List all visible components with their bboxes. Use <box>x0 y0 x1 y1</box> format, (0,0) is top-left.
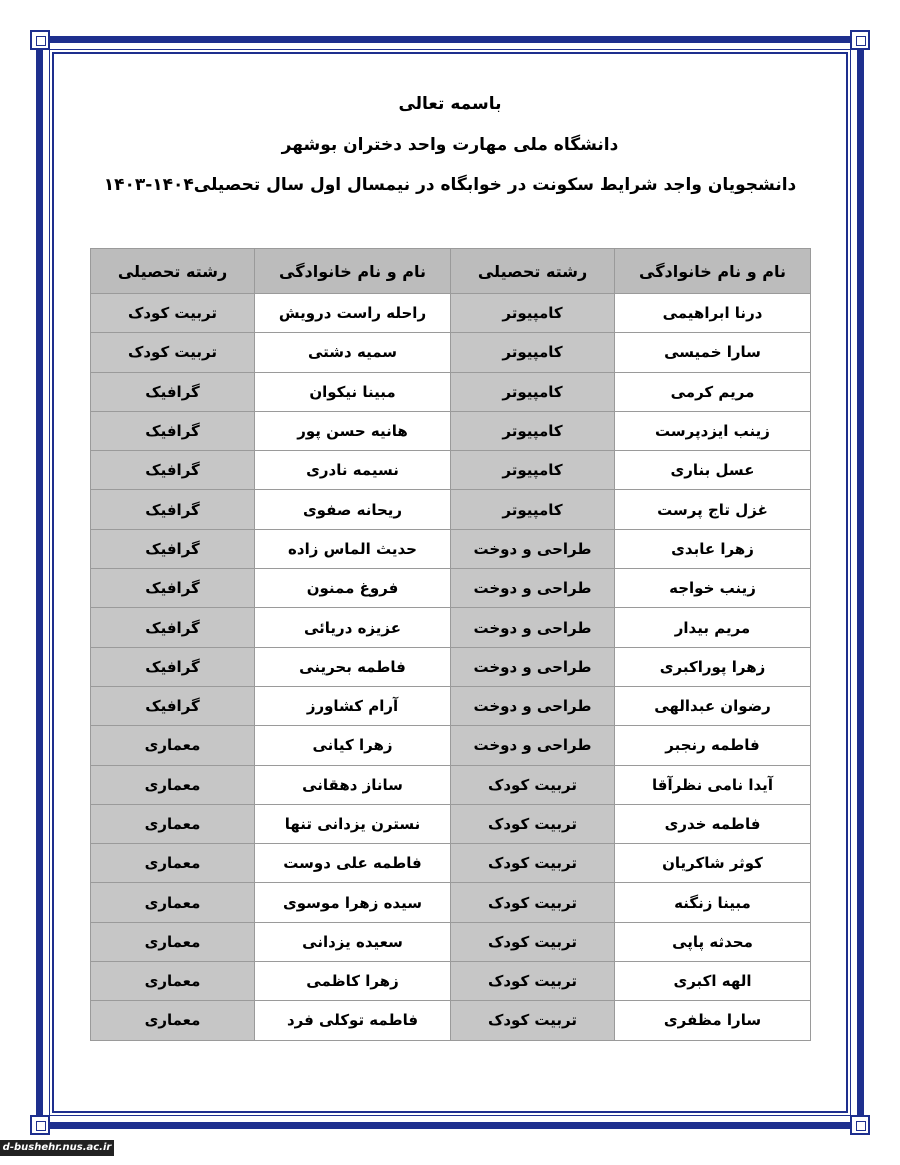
field-of-study-cell: گرافیک <box>91 372 255 411</box>
field-of-study-cell: گرافیک <box>91 569 255 608</box>
student-name-cell: عزیزه دریائی <box>255 608 451 647</box>
student-name-cell: زینب ایزدپرست <box>615 411 811 450</box>
field-of-study-cell: معماری <box>91 1001 255 1040</box>
student-name-cell: الهه اکبری <box>615 962 811 1001</box>
student-name-cell: نسترن یزدانی تنها <box>255 804 451 843</box>
border-corner-ornament <box>30 1115 50 1135</box>
student-name-cell: آرام کشاورز <box>255 686 451 725</box>
field-of-study-cell: کامپیوتر <box>451 333 615 372</box>
student-name-cell: سمیه دشتی <box>255 333 451 372</box>
student-name-cell: ساناز دهقانی <box>255 765 451 804</box>
field-of-study-cell: معماری <box>91 844 255 883</box>
university-title: دانشگاه ملی مهارت واحد دختران بوشهر <box>281 135 619 155</box>
field-of-study-cell: کامپیوتر <box>451 451 615 490</box>
field-of-study-cell: کامپیوتر <box>451 411 615 450</box>
table-row <box>91 411 811 450</box>
student-name-cell: فاطمه رنجبر <box>615 726 811 765</box>
table-row <box>91 490 811 529</box>
field-of-study-cell: طراحی و دوخت <box>451 608 615 647</box>
field-of-study-cell: طراحی و دوخت <box>451 569 615 608</box>
table-row <box>91 529 811 568</box>
table-row <box>91 1001 811 1040</box>
table-row <box>91 962 811 1001</box>
student-name-cell: فاطمه بحرینی <box>255 647 451 686</box>
table-row <box>91 883 811 922</box>
field-of-study-cell: طراحی و دوخت <box>451 726 615 765</box>
table-row <box>91 844 811 883</box>
field-of-study-cell: گرافیک <box>91 608 255 647</box>
field-of-study-cell: معماری <box>91 883 255 922</box>
table-row <box>91 804 811 843</box>
table-row <box>91 451 811 490</box>
column-header-major: رشته تحصیلی <box>91 249 255 294</box>
invocation-heading: باسمه تعالی <box>398 94 502 114</box>
field-of-study-cell: معماری <box>91 922 255 961</box>
field-of-study-cell: طراحی و دوخت <box>451 647 615 686</box>
field-of-study-cell: کامپیوتر <box>451 490 615 529</box>
field-of-study-cell: گرافیک <box>91 490 255 529</box>
student-name-cell: زینب خواجه <box>615 569 811 608</box>
field-of-study-cell: تربیت کودک <box>451 962 615 1001</box>
table-header-row <box>91 249 811 294</box>
student-name-cell: مریم بیدار <box>615 608 811 647</box>
column-header-name: نام و نام خانوادگی <box>615 249 811 294</box>
table-row <box>91 372 811 411</box>
student-name-cell: حدیث الماس زاده <box>255 529 451 568</box>
student-name-cell: سارا خمیسی <box>615 333 811 372</box>
field-of-study-cell: کامپیوتر <box>451 294 615 333</box>
field-of-study-cell: تربیت کودک <box>451 844 615 883</box>
field-of-study-cell: معماری <box>91 804 255 843</box>
border-corner-ornament <box>30 30 50 50</box>
student-name-cell: فاطمه خدری <box>615 804 811 843</box>
student-name-cell: زهرا پوراکبری <box>615 647 811 686</box>
student-name-cell: زهرا کاظمی <box>255 962 451 1001</box>
table-row <box>91 294 811 333</box>
table-row <box>91 608 811 647</box>
table-row <box>91 765 811 804</box>
field-of-study-cell: کامپیوتر <box>451 372 615 411</box>
document-title: دانشجویان واجد شرایط سکونت در خوابگاه در نیمسال اول سال تحصیلی۱۴۰۴-۱۴۰۳ <box>103 175 797 195</box>
table-row <box>91 686 811 725</box>
student-name-cell: رضوان عبدالهی <box>615 686 811 725</box>
field-of-study-cell: تربیت کودک <box>451 922 615 961</box>
field-of-study-cell: معماری <box>91 765 255 804</box>
field-of-study-cell: طراحی و دوخت <box>451 686 615 725</box>
student-name-cell: زهرا کیانی <box>255 726 451 765</box>
student-name-cell: عسل بناری <box>615 451 811 490</box>
field-of-study-cell: معماری <box>91 726 255 765</box>
student-name-cell: کوثر شاکریان <box>615 844 811 883</box>
student-name-cell: سیده زهرا موسوی <box>255 883 451 922</box>
field-of-study-cell: تربیت کودک <box>91 294 255 333</box>
site-watermark: d-bushehr.nus.ac.ir <box>0 1140 114 1156</box>
student-name-cell: فروغ ممنون <box>255 569 451 608</box>
student-name-cell: نسیمه نادری <box>255 451 451 490</box>
field-of-study-cell: گرافیک <box>91 647 255 686</box>
field-of-study-cell: تربیت کودک <box>451 765 615 804</box>
table-row <box>91 569 811 608</box>
student-name-cell: مریم کرمی <box>615 372 811 411</box>
student-name-cell: فاطمه توکلی فرد <box>255 1001 451 1040</box>
table-row <box>91 333 811 372</box>
student-name-cell: هانیه حسن پور <box>255 411 451 450</box>
field-of-study-cell: طراحی و دوخت <box>451 529 615 568</box>
student-name-cell: آیدا نامی نظرآقا <box>615 765 811 804</box>
column-header-major: رشته تحصیلی <box>451 249 615 294</box>
border-corner-ornament <box>850 1115 870 1135</box>
student-name-cell: درنا ابراهیمی <box>615 294 811 333</box>
field-of-study-cell: تربیت کودک <box>451 1001 615 1040</box>
student-name-cell: مبینا نیکوان <box>255 372 451 411</box>
student-name-cell: سعیده یزدانی <box>255 922 451 961</box>
table-row <box>91 726 811 765</box>
student-name-cell: راحله راست درویش <box>255 294 451 333</box>
field-of-study-cell: گرافیک <box>91 686 255 725</box>
student-name-cell: غزل تاج پرست <box>615 490 811 529</box>
student-name-cell: سارا مظفری <box>615 1001 811 1040</box>
dormitory-eligible-students-table <box>90 248 811 1041</box>
field-of-study-cell: تربیت کودک <box>451 883 615 922</box>
table-row <box>91 647 811 686</box>
column-header-name: نام و نام خانوادگی <box>255 249 451 294</box>
border-corner-ornament <box>850 30 870 50</box>
field-of-study-cell: گرافیک <box>91 451 255 490</box>
table-row <box>91 922 811 961</box>
field-of-study-cell: گرافیک <box>91 529 255 568</box>
student-name-cell: محدثه پاپی <box>615 922 811 961</box>
field-of-study-cell: تربیت کودک <box>91 333 255 372</box>
student-name-cell: ریحانه صفوی <box>255 490 451 529</box>
student-name-cell: فاطمه علی دوست <box>255 844 451 883</box>
field-of-study-cell: تربیت کودک <box>451 804 615 843</box>
field-of-study-cell: گرافیک <box>91 411 255 450</box>
student-name-cell: زهرا عابدی <box>615 529 811 568</box>
field-of-study-cell: معماری <box>91 962 255 1001</box>
student-name-cell: مبینا زنگنه <box>615 883 811 922</box>
